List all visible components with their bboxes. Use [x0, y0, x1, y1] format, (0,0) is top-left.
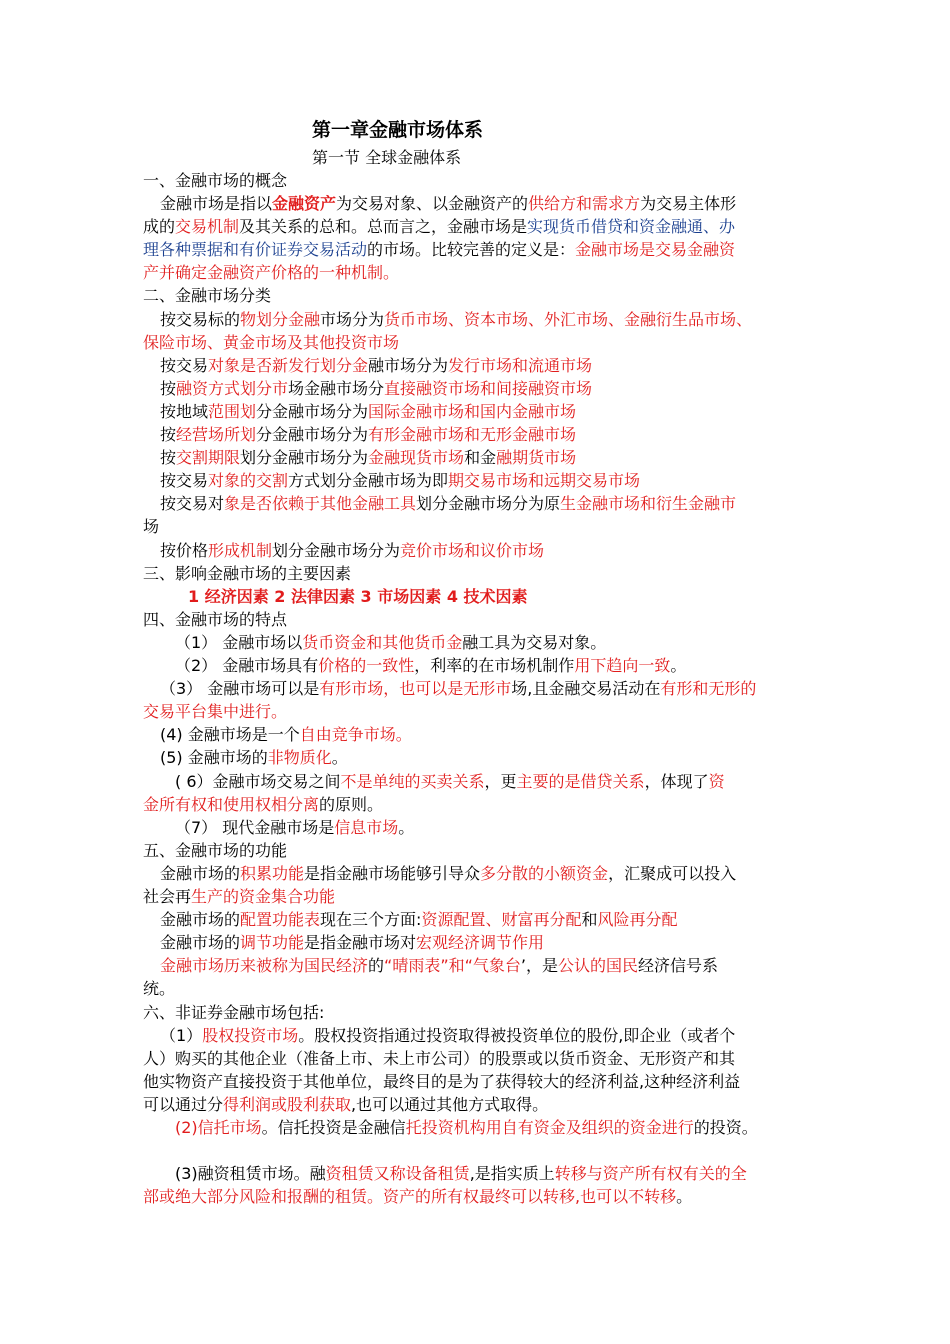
text-line — [160, 193, 736, 215]
text-segment: 分金融市场分为 — [256, 425, 369, 444]
text-segment: ，更 — [484, 772, 517, 791]
text-segment: 信息市场 — [334, 818, 399, 837]
text-segment: ’，是 — [520, 956, 558, 975]
text-line — [160, 424, 576, 446]
text-segment: (3)融资租赁市场。融 — [175, 1164, 326, 1183]
text-line — [143, 1186, 692, 1208]
text-line — [188, 586, 528, 608]
text-segment: （1） — [160, 1026, 203, 1045]
text-segment: 主要的是借贷关系 — [516, 772, 645, 791]
text-segment: 资租赁又称设备租赁 — [325, 1164, 470, 1183]
text-segment: （2） 金融市场具有 — [175, 656, 319, 675]
text-line — [160, 355, 592, 377]
text-segment: 发行市场和流通市场 — [448, 356, 593, 375]
text-line — [175, 1117, 758, 1139]
text-segment: 价格的一致性 — [318, 656, 415, 675]
text-segment: 融市场分为 — [368, 356, 449, 375]
text-line — [160, 863, 736, 885]
text-segment: 社会再 — [143, 887, 192, 906]
text-segment: 金融市场是指以 — [160, 194, 273, 213]
text-segment: 按交易对 — [160, 494, 225, 513]
text-segment: 划分金融市场分为 — [272, 541, 401, 560]
text-segment: 象是否依赖于其他金融工具 — [224, 494, 417, 513]
text-line — [143, 1048, 735, 1070]
text-segment: ，利率的在市场机制作 — [414, 656, 575, 675]
text-segment: 金融市场的 — [160, 910, 241, 929]
text-line — [160, 724, 412, 746]
text-segment: 是指金融市场能够引导众 — [304, 864, 481, 883]
text-line — [143, 1002, 324, 1024]
text-segment: 。 — [331, 748, 348, 767]
text-line — [175, 655, 686, 677]
text-segment: 。信托投资是金融信 — [261, 1118, 406, 1137]
text-segment: 资源配置、财富再分配 — [421, 910, 582, 929]
text-segment: 配置功能表 — [240, 910, 321, 929]
text-segment: ,也可以通过其他方式取得。 — [351, 1095, 549, 1114]
text-segment: 供给方和需求方 — [528, 194, 641, 213]
text-segment: 。 — [398, 818, 415, 837]
text-line — [143, 794, 383, 816]
text-segment: 按交易 — [160, 356, 209, 375]
text-line — [143, 701, 287, 723]
text-segment: 有形金融市场和无形金融市场 — [368, 425, 577, 444]
text-segment: 自由竞争市场。 — [299, 725, 412, 744]
text-segment: 方式划分金融市场为即 — [288, 471, 449, 490]
text-segment: 实现货币借贷和资金融通、办 — [527, 217, 736, 236]
text-segment: (4) 金融市场是一个 — [160, 725, 300, 744]
text-segment: 物划分金融 — [240, 310, 321, 329]
text-line — [160, 493, 736, 515]
text-segment: 。股权投资指通过投资取得被投资单位的股份,即企业（或者个 — [298, 1026, 736, 1045]
text-segment: ，汇聚成可以投入 — [608, 864, 737, 883]
text-segment: 按 — [160, 425, 177, 444]
text-segment: 形成机制 — [208, 541, 273, 560]
text-line — [160, 932, 544, 954]
text-segment: “晴雨表”和“气象台 — [384, 956, 521, 975]
text-segment: 经济信号系 — [638, 956, 719, 975]
text-segment: 场 — [143, 517, 160, 536]
text-line — [143, 170, 287, 192]
text-segment: 有形市场，也可以是无形市 — [319, 679, 512, 698]
text-segment: 为交易主体形 — [640, 194, 737, 213]
text-segment: 交易平台集中进行。 — [143, 702, 288, 721]
text-segment: 市场分为 — [320, 310, 385, 329]
text-segment: 按价格 — [160, 541, 209, 560]
text-segment: 的原则。 — [319, 795, 384, 814]
text-line — [143, 516, 159, 538]
text-segment: 可以通过分 — [143, 1095, 224, 1114]
text-segment: 金融市场历来被称为国民经济 — [160, 956, 369, 975]
text-segment: 生金融市场和衍生金融市 — [560, 494, 737, 513]
text-segment: 金所有权和使用权相分离 — [143, 795, 320, 814]
text-segment: 五、金融市场的功能 — [143, 841, 288, 860]
text-segment: 股权投资市场 — [202, 1026, 299, 1045]
text-segment: （7） 现代金融市场是 — [175, 818, 335, 837]
text-segment: 融资方式划分市 — [176, 379, 289, 398]
text-segment: 他实物资产直接投资于其他单位，最终目的是为了获得较大的经济利益,这种经济利益 — [143, 1072, 741, 1091]
text-segment: （3） 金融市场可以是 — [160, 679, 320, 698]
text-segment: 积累功能 — [240, 864, 305, 883]
text-segment: 1 经济因素 2 法律因素 3 市场因素 4 技术因素 — [188, 587, 528, 606]
text-segment: 。 — [676, 1187, 693, 1206]
text-segment: 及其关系的总和。总而言之，金融市场是 — [239, 217, 528, 236]
text-line — [160, 1025, 735, 1047]
text-segment: 宏观经济调节作用 — [416, 933, 545, 952]
text-line — [175, 817, 414, 839]
text-line — [143, 886, 335, 908]
text-segment: 成的 — [143, 217, 176, 236]
chapter-title: 第一章金融市场体系 — [312, 119, 484, 141]
text-line — [143, 840, 287, 862]
text-segment: 划分金融市场分为原 — [416, 494, 561, 513]
text-line — [143, 1094, 548, 1116]
text-segment: 保险市场、黄金市场及其他投资市场 — [143, 333, 400, 352]
text-segment: 和 — [581, 910, 598, 929]
text-segment: 有形和无形的 — [660, 679, 757, 698]
text-segment: 按 — [160, 448, 177, 467]
text-line — [160, 447, 576, 469]
text-line — [143, 239, 735, 261]
text-segment: 三、影响金融市场的主要因素 — [143, 564, 352, 583]
text-segment: 按交易 — [160, 471, 209, 490]
text-line — [160, 309, 752, 331]
text-line — [143, 978, 175, 1000]
text-segment: 竞价市场和议价市场 — [400, 541, 545, 560]
text-segment: 公认的国民 — [558, 956, 639, 975]
section-title: 第一节 全球金融体系 — [312, 148, 462, 167]
text-line — [160, 378, 592, 400]
text-segment: (2)信托市场 — [175, 1118, 262, 1137]
text-segment: 现在三个方面: — [320, 910, 422, 929]
text-segment: 按地域 — [160, 402, 209, 421]
text-segment: 六、非证券金融市场包括: — [143, 1003, 325, 1022]
text-segment: 货币资金和其他货币金 — [302, 633, 463, 652]
text-segment: 为交易对象、以金融资产的 — [336, 194, 529, 213]
text-segment: 和金 — [464, 448, 497, 467]
text-segment: 交割期限 — [176, 448, 241, 467]
text-segment: ，体现了 — [644, 772, 709, 791]
text-segment: 部或绝大部分风险和报酬的租赁。资产的所有权最终可以转移,也可以不转移 — [143, 1187, 677, 1206]
text-segment: 货币市场、资本市场、外汇市场、金融衍生品市场、 — [384, 310, 753, 329]
text-line — [175, 1163, 747, 1185]
text-segment: 金融现货市场 — [368, 448, 465, 467]
text-line — [160, 678, 756, 700]
text-segment: 风险再分配 — [597, 910, 678, 929]
text-segment: （1） 金融市场以 — [175, 633, 303, 652]
text-line — [143, 262, 399, 284]
text-segment: 金融市场的 — [160, 864, 241, 883]
text-segment: 产并确定金融资产价格的一种机制。 — [143, 263, 400, 282]
text-line — [143, 216, 735, 238]
text-segment: 场,且金融交易活动在 — [511, 679, 661, 698]
text-segment: 转移与资产所有权有关的全 — [554, 1164, 747, 1183]
text-segment: 理各种票据和有价证券交易活动 — [143, 240, 368, 259]
text-segment: 一、金融市场的概念 — [143, 171, 288, 190]
text-segment: 范围划 — [208, 402, 257, 421]
text-line — [175, 632, 606, 654]
text-segment: 期交易市场和远期交易市场 — [448, 471, 641, 490]
text-segment: ( 6）金融市场交易之间 — [175, 772, 341, 791]
text-segment: 托投资机构用自有资金及组织的资金进行 — [405, 1118, 694, 1137]
text-segment: 对象的交割 — [208, 471, 289, 490]
text-segment: 统。 — [143, 979, 176, 998]
text-segment: 调节功能 — [240, 933, 305, 952]
text-segment: 划分金融市场分为 — [240, 448, 369, 467]
text-segment: 对象是否新发行划分金 — [208, 356, 369, 375]
text-segment: 金融市场的 — [160, 933, 241, 952]
text-line — [160, 540, 544, 562]
text-segment: 的市场。比较完善的定义是： — [367, 240, 576, 259]
text-segment: 按交易标的 — [160, 310, 241, 329]
text-segment: 多分散的小额资金 — [480, 864, 609, 883]
text-line — [160, 401, 576, 423]
text-line — [143, 609, 287, 631]
text-segment: 非物质化 — [267, 748, 332, 767]
text-segment: 的投资。 — [693, 1118, 758, 1137]
text-segment: 交易机制 — [175, 217, 240, 236]
text-segment: 融工具为交易对象。 — [462, 633, 607, 652]
text-segment: 人）购买的其他企业（准备上市、未上市公司）的股票或以货币资金、无形资产和其 — [143, 1049, 736, 1068]
text-line — [160, 909, 677, 931]
text-line — [175, 771, 725, 793]
text-segment: 用下趋向一致 — [574, 656, 671, 675]
text-segment: ,是指实质上 — [469, 1164, 555, 1183]
text-segment: 直接融资市场和间接融资市场 — [384, 379, 593, 398]
text-segment: 金融资产 — [272, 194, 337, 213]
text-segment: 四、金融市场的特点 — [143, 610, 288, 629]
text-segment: 的 — [368, 956, 385, 975]
text-line — [143, 1071, 740, 1093]
text-line — [143, 332, 399, 354]
text-line — [160, 955, 718, 977]
text-segment: 场金融市场分 — [288, 379, 385, 398]
text-line — [143, 285, 271, 307]
text-segment: 资 — [708, 772, 725, 791]
text-line — [143, 563, 351, 585]
text-line — [160, 470, 640, 492]
text-segment: 国际金融市场和国内金融市场 — [368, 402, 577, 421]
text-segment: 得利润或股利获取 — [223, 1095, 352, 1114]
text-segment: 不是单纯的买卖关系 — [340, 772, 485, 791]
text-segment: 融期货市场 — [496, 448, 577, 467]
text-line — [160, 747, 348, 769]
text-segment: 二、金融市场分类 — [143, 286, 272, 305]
text-segment: 经营场所划 — [176, 425, 257, 444]
text-segment: 生产的资金集合功能 — [191, 887, 336, 906]
text-segment: 金融市场是交易金融资 — [575, 240, 736, 259]
text-segment: (5) 金融市场的 — [160, 748, 268, 767]
text-segment: 。 — [670, 656, 687, 675]
text-segment: 按 — [160, 379, 177, 398]
text-segment: 分金融市场分为 — [256, 402, 369, 421]
text-segment: 是指金融市场对 — [304, 933, 417, 952]
